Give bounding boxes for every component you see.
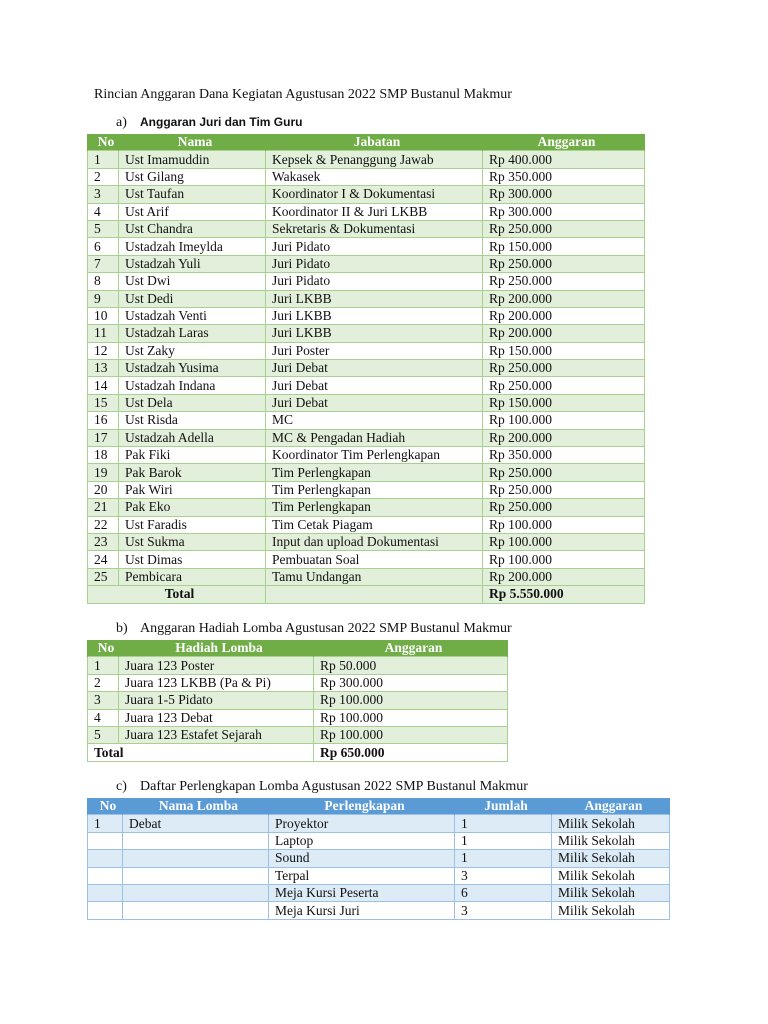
total-value: Rp 650.000 <box>314 744 508 761</box>
table-cell <box>123 850 269 867</box>
table-cell: Terpal <box>269 867 455 884</box>
section-c-title: Daftar Perlengkapan Lomba Agustusan 2022 SMP Bustanul Makmur <box>140 779 528 794</box>
table-row <box>88 429 645 446</box>
table-cell: Tim Perlengkapan <box>266 481 483 498</box>
table-cell: Meja Kursi Juri <box>269 902 455 919</box>
table-cell: Juara 123 LKBB (Pa & Pi) <box>119 674 314 691</box>
table-cell: Pak Barok <box>119 464 266 481</box>
table-cell: 3 <box>455 867 552 884</box>
table-cell: Ust Sukma <box>119 533 266 550</box>
table-row <box>88 692 508 709</box>
table-cell: 4 <box>88 709 119 726</box>
table-cell: Rp 100.000 <box>314 709 508 726</box>
table-cell: Juri Debat <box>266 394 483 411</box>
total-value: Rp 5.550.000 <box>483 586 645 603</box>
table-cell: Rp 200.000 <box>483 290 645 307</box>
table-row <box>88 657 508 674</box>
table-row <box>88 674 508 691</box>
table-cell: 20 <box>88 481 119 498</box>
table-cell: Rp 100.000 <box>483 516 645 533</box>
equipment-table <box>87 798 670 920</box>
table-cell: Ustadzah Venti <box>119 307 266 324</box>
table-cell: 6 <box>88 238 119 255</box>
table-row <box>88 238 645 255</box>
table-cell: Rp 300.000 <box>483 186 645 203</box>
table-cell: Ustadzah Yuli <box>119 255 266 272</box>
table-cell: 10 <box>88 307 119 324</box>
table-cell: Ust Dedi <box>119 290 266 307</box>
table-cell: 5 <box>88 726 119 743</box>
table-cell: 22 <box>88 516 119 533</box>
table-cell: Rp 100.000 <box>483 551 645 568</box>
table-cell: Juri LKBB <box>266 307 483 324</box>
table-row <box>88 360 645 377</box>
table-cell: 24 <box>88 551 119 568</box>
table-cell: Rp 250.000 <box>483 273 645 290</box>
section-b-heading <box>116 621 512 637</box>
table-cell: Juri Pidato <box>266 273 483 290</box>
table-cell: Ust Zaky <box>119 342 266 359</box>
table-cell: 1 <box>88 151 119 168</box>
table-cell: 25 <box>88 568 119 585</box>
total-label: Total <box>88 744 314 761</box>
table-cell <box>266 586 483 603</box>
column-header-anggaran: Anggaran <box>483 134 645 151</box>
table-cell: 21 <box>88 499 119 516</box>
table-cell <box>88 867 123 884</box>
table-cell: Koordinator Tim Perlengkapan <box>266 447 483 464</box>
table-cell: 11 <box>88 325 119 342</box>
table-cell: Rp 400.000 <box>483 151 645 168</box>
total-label: Total <box>88 586 266 603</box>
table-cell: Tim Perlengkapan <box>266 499 483 516</box>
table-cell: Milik Sekolah <box>552 867 670 884</box>
table-cell: 13 <box>88 360 119 377</box>
table-cell: Rp 200.000 <box>483 568 645 585</box>
table-cell <box>88 832 123 849</box>
table-row <box>88 516 645 533</box>
table-cell: Ust Imamuddin <box>119 151 266 168</box>
table-cell: Pembicara <box>119 568 266 585</box>
table-cell: Rp 250.000 <box>483 377 645 394</box>
section-a-title: Anggaran Juri dan Tim Guru <box>140 115 303 129</box>
table-cell: Juara 123 Poster <box>119 657 314 674</box>
table-cell: Rp 350.000 <box>483 168 645 185</box>
table-cell <box>123 884 269 901</box>
table-cell: Koordinator II & Juri LKBB <box>266 203 483 220</box>
table-cell: Ustadzah Laras <box>119 325 266 342</box>
column-header-no: No <box>88 640 119 657</box>
table-cell: 1 <box>455 832 552 849</box>
table-row <box>88 377 645 394</box>
table-cell <box>123 867 269 884</box>
table-row <box>88 533 645 550</box>
table-cell: Juri LKBB <box>266 290 483 307</box>
table-cell: 1 <box>88 657 119 674</box>
table-cell: 2 <box>88 674 119 691</box>
column-header-no: No <box>88 798 123 815</box>
table-cell: 1 <box>455 850 552 867</box>
table-cell: Milik Sekolah <box>552 902 670 919</box>
table-cell: Tamu Undangan <box>266 568 483 585</box>
table-row <box>88 325 645 342</box>
table-cell: 23 <box>88 533 119 550</box>
table-cell: Rp 100.000 <box>314 692 508 709</box>
table-cell: Tim Perlengkapan <box>266 464 483 481</box>
table-cell: Ust Dela <box>119 394 266 411</box>
table-cell <box>88 902 123 919</box>
table-cell: Rp 50.000 <box>314 657 508 674</box>
table-cell: 7 <box>88 255 119 272</box>
table-cell: Meja Kursi Peserta <box>269 884 455 901</box>
table-cell: Pak Wiri <box>119 481 266 498</box>
table-cell: 3 <box>88 692 119 709</box>
table-row <box>88 342 645 359</box>
table-cell: Sound <box>269 850 455 867</box>
table-cell: Ust Gilang <box>119 168 266 185</box>
table-cell: Juri Debat <box>266 360 483 377</box>
table-cell: Kepsek & Penanggung Jawab <box>266 151 483 168</box>
table-row <box>88 884 670 901</box>
total-row <box>88 744 508 761</box>
table-row <box>88 255 645 272</box>
table-cell: Rp 250.000 <box>483 481 645 498</box>
table-cell: Proyektor <box>269 815 455 832</box>
table-cell: 18 <box>88 447 119 464</box>
table-cell: Rp 150.000 <box>483 394 645 411</box>
table-cell: 9 <box>88 290 119 307</box>
table-cell: Debat <box>123 815 269 832</box>
table-cell: MC & Pengadan Hadiah <box>266 429 483 446</box>
table-cell: 2 <box>88 168 119 185</box>
table-cell: Juri Poster <box>266 342 483 359</box>
table-cell: Ust Faradis <box>119 516 266 533</box>
table-cell: 3 <box>455 902 552 919</box>
table-cell: Ustadzah Yusima <box>119 360 266 377</box>
table-cell: Ust Dwi <box>119 273 266 290</box>
table-header-row <box>88 134 645 151</box>
table-row <box>88 726 508 743</box>
table-cell: Juri Debat <box>266 377 483 394</box>
column-header-perlengkapan: Perlengkapan <box>269 798 455 815</box>
table-cell: Rp 200.000 <box>483 325 645 342</box>
table-cell: 1 <box>455 815 552 832</box>
table-cell: Milik Sekolah <box>552 832 670 849</box>
table-cell: Rp 250.000 <box>483 220 645 237</box>
table-row <box>88 203 645 220</box>
table-row <box>88 151 645 168</box>
table-cell: Pak Eko <box>119 499 266 516</box>
table-cell: Rp 250.000 <box>483 464 645 481</box>
table-row <box>88 412 645 429</box>
table-cell: Ust Taufan <box>119 186 266 203</box>
table-cell: 1 <box>88 815 123 832</box>
table-cell: Juara 1-5 Pidato <box>119 692 314 709</box>
table-cell: 12 <box>88 342 119 359</box>
table-cell: Juri LKBB <box>266 325 483 342</box>
table-cell: Milik Sekolah <box>552 815 670 832</box>
table-row <box>88 220 645 237</box>
table-cell: Rp 350.000 <box>483 447 645 464</box>
table-cell: Ust Chandra <box>119 220 266 237</box>
table-row <box>88 447 645 464</box>
table-cell: MC <box>266 412 483 429</box>
table-cell: Juri Pidato <box>266 255 483 272</box>
table-header-row <box>88 798 670 815</box>
table-row <box>88 815 670 832</box>
table-cell: Rp 250.000 <box>483 360 645 377</box>
column-header-nama: Nama <box>119 134 266 151</box>
table-cell: 5 <box>88 220 119 237</box>
table-row <box>88 481 645 498</box>
table-cell: Rp 300.000 <box>314 674 508 691</box>
table-cell: Rp 200.000 <box>483 429 645 446</box>
table-row <box>88 551 645 568</box>
table-row <box>88 168 645 185</box>
table-row <box>88 832 670 849</box>
table-cell: Juri Pidato <box>266 238 483 255</box>
table-cell: Ustadzah Imeylda <box>119 238 266 255</box>
document-title: Rincian Anggaran Dana Kegiatan Agustusan 2022 SMP Bustanul Makmur <box>94 87 512 102</box>
table-cell: Input dan upload Dokumentasi <box>266 533 483 550</box>
table-cell: Ust Dimas <box>119 551 266 568</box>
column-header-anggaran: Anggaran <box>552 798 670 815</box>
table-cell: Rp 250.000 <box>483 255 645 272</box>
table-cell: Rp 250.000 <box>483 499 645 516</box>
table-cell: Juara 123 Estafet Sejarah <box>119 726 314 743</box>
table-row <box>88 273 645 290</box>
section-c-heading <box>116 779 528 795</box>
section-a-letter: a) <box>116 115 127 130</box>
table-row <box>88 394 645 411</box>
table-cell: Rp 300.000 <box>483 203 645 220</box>
table-row <box>88 867 670 884</box>
column-header-anggaran: Anggaran <box>314 640 508 657</box>
prize-budget-table <box>87 640 508 762</box>
table-cell: Rp 100.000 <box>314 726 508 743</box>
table-row <box>88 568 645 585</box>
table-row <box>88 186 645 203</box>
table-header-row <box>88 640 508 657</box>
table-cell: Ustadzah Indana <box>119 377 266 394</box>
column-header-nama-lomba: Nama Lomba <box>123 798 269 815</box>
table-row <box>88 709 508 726</box>
table-cell: Milik Sekolah <box>552 850 670 867</box>
table-cell: Rp 150.000 <box>483 342 645 359</box>
jury-budget-table <box>87 134 645 604</box>
column-header-no: No <box>88 134 119 151</box>
table-cell: Tim Cetak Piagam <box>266 516 483 533</box>
table-cell: 16 <box>88 412 119 429</box>
table-cell: Ustadzah Adella <box>119 429 266 446</box>
table-cell <box>123 902 269 919</box>
table-cell: Ust Risda <box>119 412 266 429</box>
table-cell: Wakasek <box>266 168 483 185</box>
table-cell: Juara 123 Debat <box>119 709 314 726</box>
table-cell: Pak Fiki <box>119 447 266 464</box>
table-cell <box>123 832 269 849</box>
table-cell <box>88 850 123 867</box>
table-cell: Laptop <box>269 832 455 849</box>
table-cell: Rp 150.000 <box>483 238 645 255</box>
table-row <box>88 290 645 307</box>
table-cell: Koordinator I & Dokumentasi <box>266 186 483 203</box>
table-cell: 19 <box>88 464 119 481</box>
table-cell: 4 <box>88 203 119 220</box>
section-b-title: Anggaran Hadiah Lomba Agustusan 2022 SMP Bustanul Makmur <box>140 621 512 636</box>
section-a-heading <box>116 115 302 131</box>
table-row <box>88 850 670 867</box>
table-row <box>88 902 670 919</box>
total-row <box>88 586 645 603</box>
table-cell: 14 <box>88 377 119 394</box>
table-cell: 15 <box>88 394 119 411</box>
section-b-letter: b) <box>116 621 128 636</box>
column-header-jabatan: Jabatan <box>266 134 483 151</box>
table-cell: 3 <box>88 186 119 203</box>
table-cell: Sekretaris & Dokumentasi <box>266 220 483 237</box>
table-cell: Milik Sekolah <box>552 884 670 901</box>
section-c-letter: c) <box>116 779 127 794</box>
table-cell: 8 <box>88 273 119 290</box>
table-cell: Ust Arif <box>119 203 266 220</box>
table-row <box>88 499 645 516</box>
table-cell: 17 <box>88 429 119 446</box>
table-row <box>88 464 645 481</box>
column-header-jumlah: Jumlah <box>455 798 552 815</box>
table-cell: Rp 100.000 <box>483 533 645 550</box>
table-cell: Pembuatan Soal <box>266 551 483 568</box>
column-header-hadiah-lomba: Hadiah Lomba <box>119 640 314 657</box>
table-row <box>88 307 645 324</box>
table-cell: 6 <box>455 884 552 901</box>
table-cell <box>88 884 123 901</box>
table-cell: Rp 200.000 <box>483 307 645 324</box>
table-cell: Rp 100.000 <box>483 412 645 429</box>
